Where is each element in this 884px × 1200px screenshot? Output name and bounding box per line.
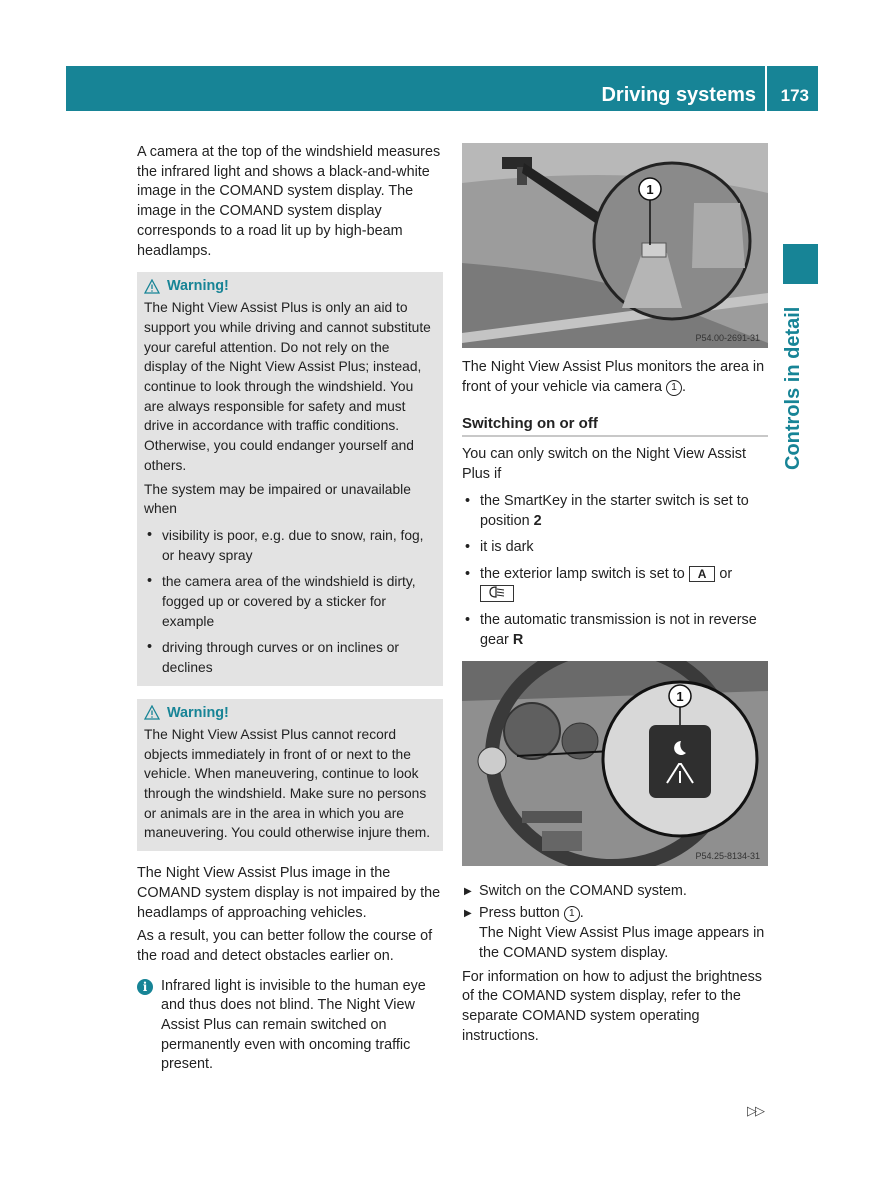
warning-title: Warning! — [167, 278, 229, 295]
step-item: ▶ Switch on the COMAND system. — [462, 882, 768, 902]
condition-item: • it is dark — [465, 539, 534, 556]
figure-code: P54.25-8134-31 — [695, 850, 760, 861]
condition-item: • the SmartKey in the starter switch is set to position 2 — [465, 492, 749, 529]
body-paragraph: As a result, you can better follow the course of the road and detect obstacles earlier on. — [137, 928, 433, 964]
callout-number: 1 — [676, 688, 684, 704]
section-title: Driving systems — [601, 84, 756, 106]
step-arrow-icon: ▶ — [464, 908, 472, 920]
side-tab-label: Controls in detail — [782, 306, 804, 470]
page-header — [66, 66, 818, 111]
step-result: The Night View Assist Plus image appears in the COMAND system display. — [479, 925, 765, 961]
intro-paragraph: A camera at the top of the windshield measures the infrared light and shows a black-and-white image in the COMAND system display. The image in the COMAND system display corresponds to a road lit up by high-beam headlamps. — [137, 144, 441, 259]
side-tab-marker — [783, 244, 818, 284]
bullet-item: • driving through curves or on inclines or declines — [144, 638, 435, 677]
callout-number: 1 — [666, 380, 682, 396]
camera-figure — [462, 143, 768, 348]
condition-item: • the exterior lamp switch is set to A or — [462, 565, 768, 604]
condition-item: • the automatic transmission is not in reverse gear R — [465, 612, 757, 649]
body-paragraph: You can only switch on the Night View Assist Plus if — [462, 446, 746, 483]
warning-box — [137, 699, 443, 851]
warning-triangle-icon — [144, 279, 160, 294]
right-column — [462, 143, 768, 1046]
section-heading: Switching on or off — [462, 415, 768, 437]
warning-text: The Night View Assist Plus cannot record objects immediately in front of or next to the vehicle. When maneuvering, continue to look through the windshield. Make sure no persons or animals are in the area in which you are maneuvering. You could otherwise injure them. — [144, 726, 431, 841]
warning-title: Warning! — [167, 704, 229, 721]
continue-mark: ▷▷ — [747, 1103, 763, 1118]
button-figure — [462, 661, 768, 866]
info-icon: i — [137, 979, 153, 995]
left-column — [137, 143, 443, 1075]
callout-number: 1 — [646, 182, 654, 197]
page-number: 173 — [780, 86, 809, 105]
windshield-camera-illustration — [462, 143, 768, 348]
body-paragraph: The Night View Assist Plus image in the COMAND system display is not impaired by the headlamps of approaching vehicles. — [137, 865, 441, 921]
warning-box — [137, 272, 443, 686]
auto-lamp-symbol: A — [689, 566, 716, 582]
warning-heading — [144, 705, 435, 721]
header-divider — [765, 66, 767, 111]
figure-caption: The Night View Assist Plus monitors the area in front of your vehicle via camera 1 . — [462, 359, 765, 395]
dashboard-button-illustration — [462, 661, 768, 866]
info-note — [137, 977, 443, 1076]
step-item: ▶ Press button 1 . The Night View Assist Plus image appears in the COMAND system display. — [462, 904, 768, 963]
bullet-item: • the camera area of the windshield is dirty, fogged up or covered by a sticker for example — [144, 572, 435, 631]
bullet-text: visibility is poor, e.g. due to snow, rain, fog, or heavy spray — [162, 527, 424, 563]
warning-text: The Night View Assist Plus is only an aid to support you while driving and cannot substitute your careful attention. Do not rely on the display of the Night View Assist Plus; instead, continue to look through the windshield. You are always responsible for safety and must drive in accordance with traffic conditions. Otherwise, you could endanger yourself and others. — [144, 300, 431, 473]
body-paragraph: For information on how to adjust the brightness of the COMAND system display, refer to the separate COMAND system operating instructions. — [462, 968, 762, 1044]
callout-number: 1 — [564, 906, 580, 922]
bullet-text: driving through curves or on inclines or declines — [162, 640, 399, 676]
figure-code: P54.00-2691-31 — [695, 333, 760, 343]
warning-heading — [144, 278, 435, 294]
info-text: Infrared light is invisible to the human eye and thus does not blind. The Night View Assist Plus can remain switched on permanently even with oncoming traffic present. — [161, 977, 426, 1073]
bullet-text: the camera area of the windshield is dirty, fogged up or covered by a sticker for example — [162, 574, 416, 629]
step-arrow-icon: ▶ — [464, 885, 472, 897]
bullet-item: • visibility is poor, e.g. due to snow, rain, fog, or heavy spray — [144, 526, 435, 565]
warning-text: The system may be impaired or unavailable when — [144, 481, 411, 517]
low-beam-symbol-icon — [480, 585, 514, 602]
warning-triangle-icon — [144, 705, 160, 720]
